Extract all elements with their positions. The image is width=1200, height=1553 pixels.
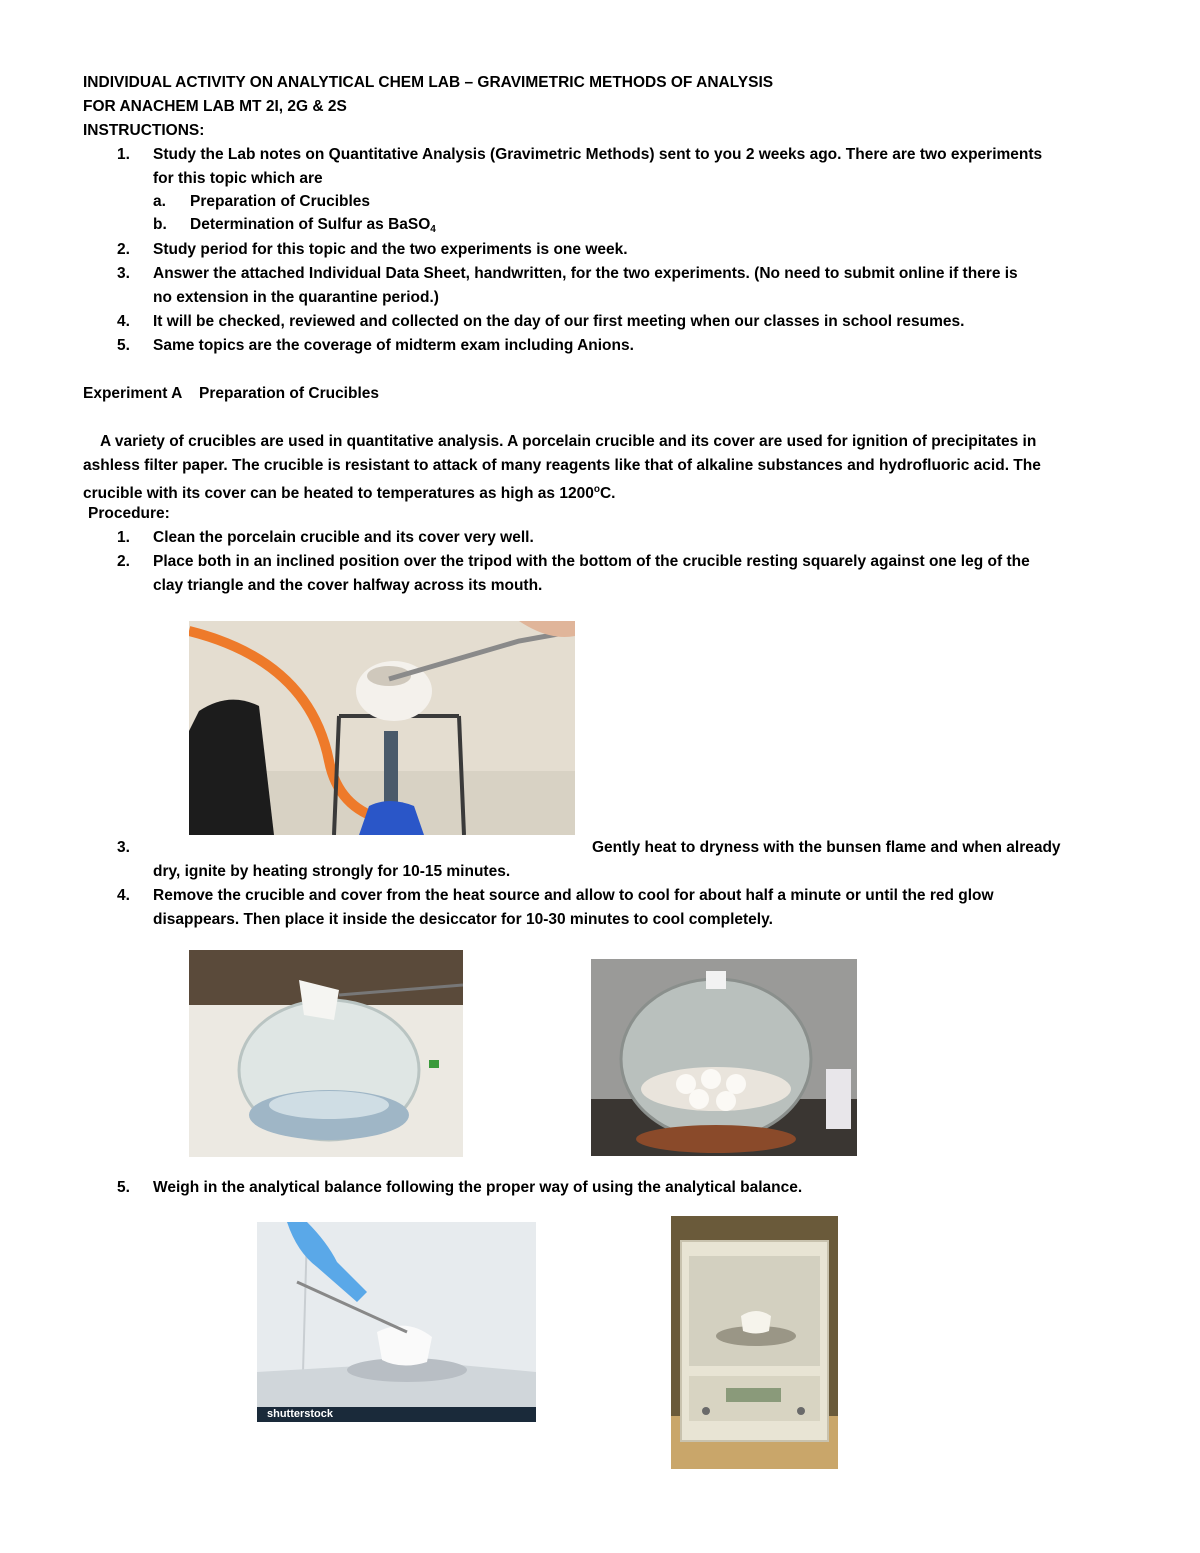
procedure-number: 2. xyxy=(117,553,130,570)
experiment-heading: Experiment A Preparation of Crucibles xyxy=(83,385,380,402)
sub-item-text: Determination of Sulfur as BaSO$_4$ xyxy=(190,216,436,235)
instructions-label: INSTRUCTIONS: xyxy=(83,122,205,139)
procedure-text: disappears. Then place it inside the desiccator for 10-30 minutes to cool completely. xyxy=(153,911,773,928)
procedure-number: 4. xyxy=(117,887,130,904)
procedure-text: Remove the crucible and cover from the heat source and allow to cool for about half a minute or until the red glow xyxy=(153,887,994,904)
procedure-number: 1. xyxy=(117,529,130,546)
procedure-text: Weigh in the analytical balance following the proper way of using the analytical balance. xyxy=(153,1179,803,1196)
sub-item-letter: a. xyxy=(153,193,166,210)
watermark-label: shutterstock xyxy=(267,1408,334,1420)
sub-item-letter: b. xyxy=(153,216,167,233)
instruction-number: 1. xyxy=(117,146,130,163)
instruction-text: Answer the attached Individual Data Sheet, handwritten, for the two experiments. (No need to submit online if there is xyxy=(153,265,1018,282)
instruction-number: 4. xyxy=(117,313,130,330)
balance-photo-1 xyxy=(257,1222,536,1422)
instruction-text: It will be checked, reviewed and collected on the day of our first meeting when our classes in school resumes. xyxy=(153,313,965,330)
procedure-text: dry, ignite by heating strongly for 10-15 minutes. xyxy=(153,863,511,880)
procedure-number: 3. xyxy=(117,839,130,856)
crucible-tripod-photo xyxy=(189,621,575,835)
procedure-text: Clean the porcelain crucible and its cover very well. xyxy=(153,529,534,546)
instruction-text: no extension in the quarantine period.) xyxy=(153,289,439,306)
intro-paragraph: crucible with its cover can be heated to temperatures as high as 1200$^o$C. xyxy=(83,484,616,502)
intro-paragraph: ashless filter paper. The crucible is resistant to attack of many reagents like that of alkaline substances and hydrofluoric acid. The xyxy=(83,457,1041,474)
instruction-number: 5. xyxy=(117,337,130,354)
procedure-text: Place both in an inclined position over the tripod with the bottom of the crucible resting squarely against one leg of the xyxy=(153,553,1030,570)
desiccator-photo-1 xyxy=(189,950,463,1157)
procedure-text: Gently heat to dryness with the bunsen flame and when already xyxy=(592,839,1061,856)
procedure-text: clay triangle and the cover halfway across its mouth. xyxy=(153,577,543,594)
instruction-number: 3. xyxy=(117,265,130,282)
intro-paragraph: A variety of crucibles are used in quantitative analysis. A porcelain crucible and its cover are used for ignition of precipitates in xyxy=(100,433,1037,450)
desiccator-photo-2 xyxy=(591,959,857,1156)
instruction-text: Same topics are the coverage of midterm exam including Anions. xyxy=(153,337,634,354)
sub-item-text: Preparation of Crucibles xyxy=(190,193,371,210)
document-title: INDIVIDUAL ACTIVITY ON ANALYTICAL CHEM LAB – GRAVIMETRIC METHODS OF ANALYSIS xyxy=(83,74,774,91)
instruction-text: Study the Lab notes on Quantitative Analysis (Gravimetric Methods) sent to you 2 weeks ago. There are two experiments xyxy=(153,146,1043,163)
procedure-number: 5. xyxy=(117,1179,130,1196)
procedure-label: Procedure: xyxy=(88,505,170,522)
document-subtitle: FOR ANACHEM LAB MT 2I, 2G & 2S xyxy=(83,98,347,115)
instruction-text: for this topic which are xyxy=(153,170,323,187)
balance-photo-2 xyxy=(671,1216,838,1469)
instruction-text: Study period for this topic and the two experiments is one week. xyxy=(153,241,628,258)
instruction-number: 2. xyxy=(117,241,130,258)
